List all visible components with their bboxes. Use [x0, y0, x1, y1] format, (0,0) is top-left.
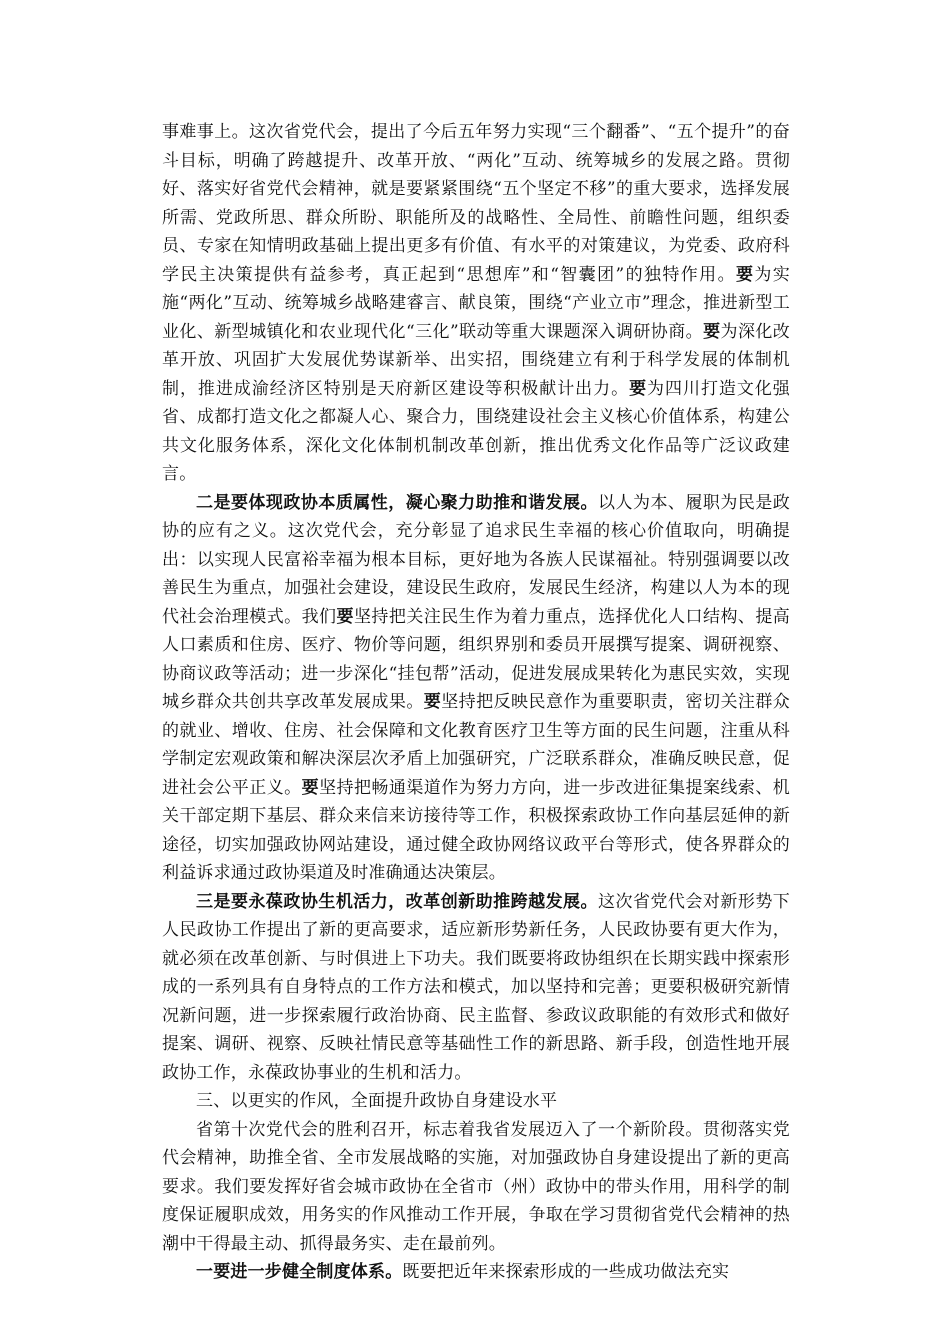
text-run: 省第十次党代会的胜利召开，标志着我省发展迈入了一个新阶段。贯彻落实党代会精神，助推全省、全市发展战略的实施，对加强政协自身建设提出了新的更高要求。我们要发挥好省会城市政协在全省市（州）政协中的带头作用，用科学的制度保证履职成效，用务实的作风推动工作开展，争取在学习贯彻省党代会精神的热潮中干得最主动、抓得最务实、走在最前列。 — [162, 1119, 790, 1254]
paragraph-point-one — [162, 1258, 790, 1287]
emphasis-run: 要 — [301, 777, 320, 798]
emphasis-run: 要 — [703, 321, 721, 342]
paragraph-point-three — [162, 888, 790, 1088]
section-heading-text: 三、以更实的作风，全面提升政协自身建设水平 — [196, 1091, 558, 1111]
emphasis-run: 要 — [735, 264, 755, 285]
text-run: 以人为本、履职为民是政协的应有之义。这次党代会，充分彰显了追求民生幸福的核心价值取向，明确提出：以实现人民富裕幸福为根本目标，更好地为各族人民谋福祉。特别强调要以改善民生为重点，加强社会建设，建设民生政府，发展民生经济，构建以人为本的现代社会治理模式。我们 — [162, 492, 790, 627]
text-run: 事难事上。这次省党代会，提出了今后五年努力实现“三个翻番”、“五个提升”的奋斗目标，明确了跨越提升、改革开放、“两化”互动、统筹城乡的发展之路。贯彻好、落实好省党代会精神，就是要紧紧围绕“五个坚定不移”的重大要求，选择发展所需、党政所思、群众所盼、职能所及的战略性、全局性、前瞻性问题，组织委员、专家在知情明政基础上提出更多有价值、有水平的对策建议，为党委、政府科学民主决策提供有益参考，真正起到“思想库”和“智囊团”的独特作用。 — [162, 122, 790, 285]
text-run: 为深化改革开放、巩固扩大发展优势谋新举、出实招，围绕建立有利于科学发展的体制机制，推进成渝经济区特别是天府新区建设等积极献计出力。 — [162, 321, 790, 399]
text-run: 坚持把关注民生作为着力重点，选择优化人口结构、提高人口素质和住房、医疗、物价等问题，组织界别和委员开展撰写提案、调研视察、协商议政等活动；进一步深化“挂包帮”活动，促进发展成果转化为惠民实效，实现城乡群众共创共享改革发展成果。 — [162, 606, 790, 712]
emphasis-run: 要 — [629, 378, 648, 399]
point-heading: 一要进一步健全制度体系。 — [196, 1262, 403, 1282]
text-run: 这次省党代会对新形势下人民政协工作提出了新的更高要求，适应新形势新任务，人民政协要有更大作为，就必须在改革创新、与时俱进上下功夫。我们既要将政协组织在长期实践中探索形成的一系列具有自身特点的工作方法和模式，加以坚持和完善；更要积极研究新情况新问题，进一步探索履行政治协商、民主监督、参政议政职能的有效形式和做好提案、调研、视察、反映社情民意等基础性工作的新思路、新手段，创造性地开展政协工作，永葆政协事业的生机和活力。 — [162, 891, 790, 1083]
text-run: 为实施“两化”互动、统筹城乡战略建睿言、献良策，围绕“产业立市”理念，推进新型工业化、新型城镇化和农业现代化“三化”联动等重大课题深入调研协商。 — [162, 264, 790, 342]
emphasis-run: 要 — [423, 692, 442, 712]
point-heading: 二是要体现政协本质属性，凝心聚力助推和谐发展。 — [196, 492, 599, 513]
emphasis-run: 要 — [336, 606, 354, 627]
paragraph-point-two — [162, 489, 790, 888]
text-run: 为四川打造文化强省、成都打造文化之都凝人心、聚合力，围绕建设社会主义核心价值体系，构建公共文化服务体系，深化文化体制机制改革创新，推出优秀文化作品等广泛议政建言。 — [162, 378, 790, 484]
document-body — [162, 118, 790, 1287]
point-heading: 三是要永葆政协生机活力，改革创新助推跨越发展。 — [196, 891, 599, 912]
section-heading — [162, 1087, 790, 1116]
text-run: 既要把近年来探索形成的一些成功做法充实 — [402, 1262, 730, 1282]
text-run: 坚持把畅通渠道作为努力方向，进一步改进征集提案线索、机关干部定期下基层、群众来信来访接待等工作，积极探索政协工作向基层延伸的新途径，切实加强政协网站建设，通过健全政协网络议政平台等形式，使各界群众的利益诉求通过政协渠道及时准确通达决策层。 — [162, 777, 790, 883]
paragraph-section-intro — [162, 1116, 790, 1259]
text-run: 坚持把反映民意作为重要职责，密切关注群众的就业、增收、住房、社会保障和文化教育医疗卫生等方面的民生问题，注重从科学制定宏观政策和解决深层次矛盾上加强研究，广泛联系群众，准确反映民意，促进社会公平正义。 — [162, 692, 791, 798]
paragraph-continuation — [162, 118, 790, 489]
